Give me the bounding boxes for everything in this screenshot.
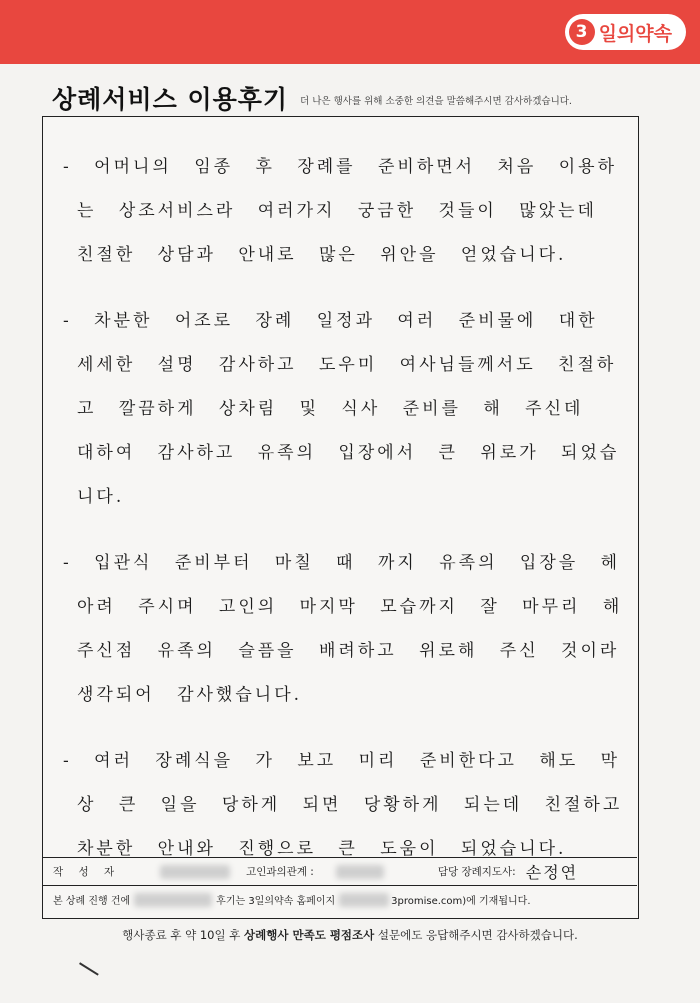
review-text	[63, 145, 623, 893]
header-band	[0, 0, 700, 64]
page-title: 상례서비스 이용후기	[52, 85, 289, 114]
review-paragraph: - 입관식 준비부터 마칠 때 까지 유족의 입장을 헤아려 주시며 고인의 마지막 모습까지 잘 마무리 해 주신점 유족의 슬픔을 배려하고 위로해 주신 것이라 생각되어 감사했습니다.	[63, 541, 623, 717]
relation-redacted	[336, 865, 384, 879]
logo-number: 3	[569, 19, 595, 45]
notice-prefix: 본 상례 진행 건에	[53, 896, 131, 907]
notice-row	[43, 885, 637, 913]
logo-text: 일의약속	[598, 22, 672, 45]
notice-url-redacted	[339, 893, 389, 907]
footer-part1: 행사종료 후 약 10일 후	[122, 928, 241, 942]
notice-redacted	[134, 893, 212, 907]
review-form	[42, 116, 639, 919]
author-row	[43, 857, 637, 885]
page-subtitle: 더 나은 행사를 위해 소중한 의견을 말씀해주시면 감사하겠습니다.	[300, 96, 572, 107]
footer-note	[0, 927, 700, 943]
relation-label: 고인과의관계 :	[246, 866, 314, 878]
pen-mark	[79, 962, 99, 975]
footer-bold: 상례행사 만족도 평점조사	[244, 928, 375, 942]
notice-end: 3promise.com)에 기재됩니다.	[391, 896, 531, 907]
notice-suffix: 후기는 3일의약속 홈페이지	[216, 896, 336, 907]
review-paragraph: - 어머니의 임종 후 장례를 준비하면서 처음 이용하는 상조서비스라 여러가지 궁금한 것들이 많았는데 친절한 상담과 안내로 많은 위안을 얻었습니다.	[63, 145, 623, 277]
review-paragraph: - 차분한 어조로 장례 일정과 여러 준비물에 대한 세세한 설명 감사하고 도우미 여사님들께서도 친절하고 깔끔하게 상차림 및 식사 준비를 해 주신데 대하여 감사하고 유족의 입장에서 큰 위로가 되었습니다.	[63, 299, 623, 519]
director-signature: 손정연	[525, 863, 579, 882]
brand-logo	[565, 14, 686, 50]
director-label: 담당 장례지도사:	[437, 866, 516, 878]
footer-part2: 설문에도 응답해주시면 감사하겠습니다.	[377, 928, 578, 942]
author-label: 작 성 자	[53, 866, 121, 878]
author-name-redacted	[160, 865, 230, 879]
review-paragraph: - 여러 장례식을 가 보고 미리 준비한다고 해도 막상 큰 일을 당하게 되면 당황하게 되는데 친절하고 차분한 안내와 진행으로 큰 도움이 되었습니다.	[63, 739, 623, 871]
